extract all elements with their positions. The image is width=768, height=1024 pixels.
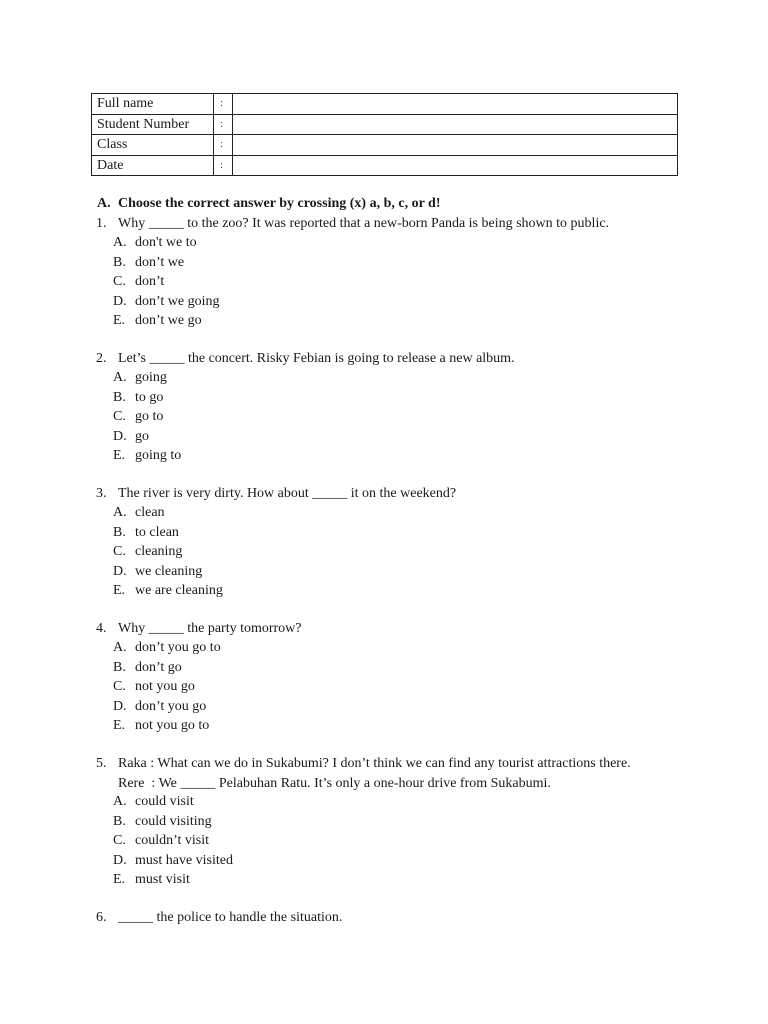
student-info-table (91, 93, 678, 176)
question-number: 6. (96, 910, 107, 925)
question-stem: Let’s _____ the concert. Risky Febian is going to release a new album. (118, 351, 515, 366)
options-2 (113, 368, 181, 466)
question-number: 4. (96, 621, 107, 636)
section-letter: A. (97, 196, 111, 211)
question-number: 5. (96, 756, 107, 771)
info-row-student-number (92, 114, 678, 135)
question-stem: Why _____ the party tomorrow? (118, 621, 302, 636)
option-e[interactable] (113, 311, 220, 331)
option-letter: B. (113, 813, 126, 829)
info-colon: : (214, 135, 233, 156)
question-1 (96, 214, 609, 234)
option-a[interactable] (113, 503, 223, 523)
option-letter: C. (113, 544, 126, 559)
option-a[interactable] (113, 368, 181, 388)
option-text: don’t we go (135, 313, 202, 328)
option-letter: B. (113, 389, 126, 405)
info-label: Full name (92, 94, 214, 115)
info-colon: : (214, 114, 233, 135)
option-letter: A. (113, 794, 127, 809)
question-3 (96, 484, 456, 504)
question-4 (96, 619, 302, 639)
option-d[interactable] (113, 427, 181, 447)
option-a[interactable] (113, 233, 220, 253)
option-text: to clean (135, 524, 179, 540)
option-letter: A. (113, 370, 127, 385)
question-number: 1. (96, 216, 107, 231)
option-letter: B. (113, 524, 126, 540)
option-c[interactable] (113, 677, 221, 697)
option-e[interactable] (113, 870, 233, 890)
info-field-student-number[interactable] (233, 114, 678, 135)
option-c[interactable] (113, 407, 181, 427)
option-text: don’t we (135, 254, 185, 270)
info-label: Date (92, 155, 214, 176)
option-text: to go (135, 389, 164, 405)
option-text: don’t (135, 274, 165, 289)
option-text: don't we to (135, 235, 197, 250)
section-instruction: Choose the correct answer by crossing (x) a, b, c, or d! (118, 196, 441, 211)
question-2 (96, 349, 515, 369)
option-letter: E. (113, 313, 126, 328)
option-text: don’t go (135, 659, 182, 675)
option-d[interactable] (113, 292, 220, 312)
option-text: go (135, 428, 149, 444)
info-row-full-name (92, 94, 678, 115)
option-letter: B. (113, 254, 126, 270)
info-field-full-name[interactable] (233, 94, 678, 115)
option-a[interactable] (113, 638, 221, 658)
option-letter: C. (113, 409, 126, 424)
option-text: don’t we going (135, 293, 220, 309)
option-text: couldn’t visit (135, 833, 210, 848)
question-number: 2. (96, 351, 107, 366)
option-c[interactable] (113, 272, 220, 292)
info-row-date (92, 155, 678, 176)
option-letter: A. (113, 235, 127, 250)
option-e[interactable] (113, 716, 221, 736)
option-letter: C. (113, 833, 126, 848)
option-letter: D. (113, 428, 127, 444)
option-letter: A. (113, 640, 127, 655)
option-letter: A. (113, 505, 127, 520)
option-letter: E. (113, 583, 126, 598)
info-colon: : (214, 94, 233, 115)
option-e[interactable] (113, 581, 223, 601)
option-text: we are cleaning (135, 583, 223, 598)
options-5 (113, 792, 233, 890)
option-letter: D. (113, 852, 127, 868)
option-b[interactable] (113, 388, 181, 408)
question-stem: _____ the police to handle the situation. (118, 910, 343, 925)
option-d[interactable] (113, 562, 223, 582)
info-field-class[interactable] (233, 135, 678, 156)
option-text: cleaning (135, 544, 183, 559)
section-heading (97, 195, 441, 213)
option-text: we cleaning (135, 563, 203, 579)
question-5 (96, 754, 631, 793)
option-letter: C. (113, 679, 126, 694)
option-text: don’t you go (135, 698, 207, 714)
option-letter: E. (113, 718, 126, 733)
option-b[interactable] (113, 658, 221, 678)
option-c[interactable] (113, 831, 233, 851)
question-number: 3. (96, 486, 107, 501)
option-e[interactable] (113, 446, 181, 466)
options-4 (113, 638, 221, 736)
option-d[interactable] (113, 697, 221, 717)
info-colon: : (214, 155, 233, 176)
option-letter: E. (113, 872, 126, 887)
info-label: Class (92, 135, 214, 156)
option-b[interactable] (113, 812, 233, 832)
question-stem: Why _____ to the zoo? It was reported that a new-born Panda is being shown to public. (118, 216, 610, 231)
option-text: going to (135, 448, 182, 463)
option-letter: B. (113, 659, 126, 675)
option-letter: E. (113, 448, 126, 463)
question-stem: The river is very dirty. How about _____ it on the weekend? (118, 486, 457, 501)
option-b[interactable] (113, 523, 223, 543)
option-letter: D. (113, 293, 127, 309)
info-label: Student Number (92, 114, 214, 135)
option-a[interactable] (113, 792, 233, 812)
option-letter: D. (113, 563, 127, 579)
option-text: going (135, 370, 167, 385)
option-text: must have visited (135, 852, 233, 868)
question-stem: Raka : What can we do in Sukabumi? I don’t think we can find any tourist attractions there. (118, 756, 631, 771)
question-6 (96, 908, 342, 928)
option-text: go to (135, 409, 164, 424)
option-text: could visiting (135, 813, 212, 829)
option-text: not you go (135, 679, 195, 694)
option-text: could visit (135, 794, 194, 809)
option-letter: C. (113, 274, 126, 289)
option-c[interactable] (113, 542, 223, 562)
options-3 (113, 503, 223, 601)
info-field-date[interactable] (233, 155, 678, 176)
question-stem-line-2: Rere : We _____ Pelabuhan Ratu. It’s only a one-hour drive from Sukabumi. (118, 775, 551, 791)
option-letter: D. (113, 698, 127, 714)
option-text: not you go to (135, 718, 210, 733)
options-1 (113, 233, 220, 331)
option-text: don’t you go to (135, 640, 221, 655)
option-b[interactable] (113, 253, 220, 273)
option-text: must visit (135, 872, 190, 887)
option-text: clean (135, 505, 165, 520)
info-row-class (92, 135, 678, 156)
option-d[interactable] (113, 851, 233, 871)
